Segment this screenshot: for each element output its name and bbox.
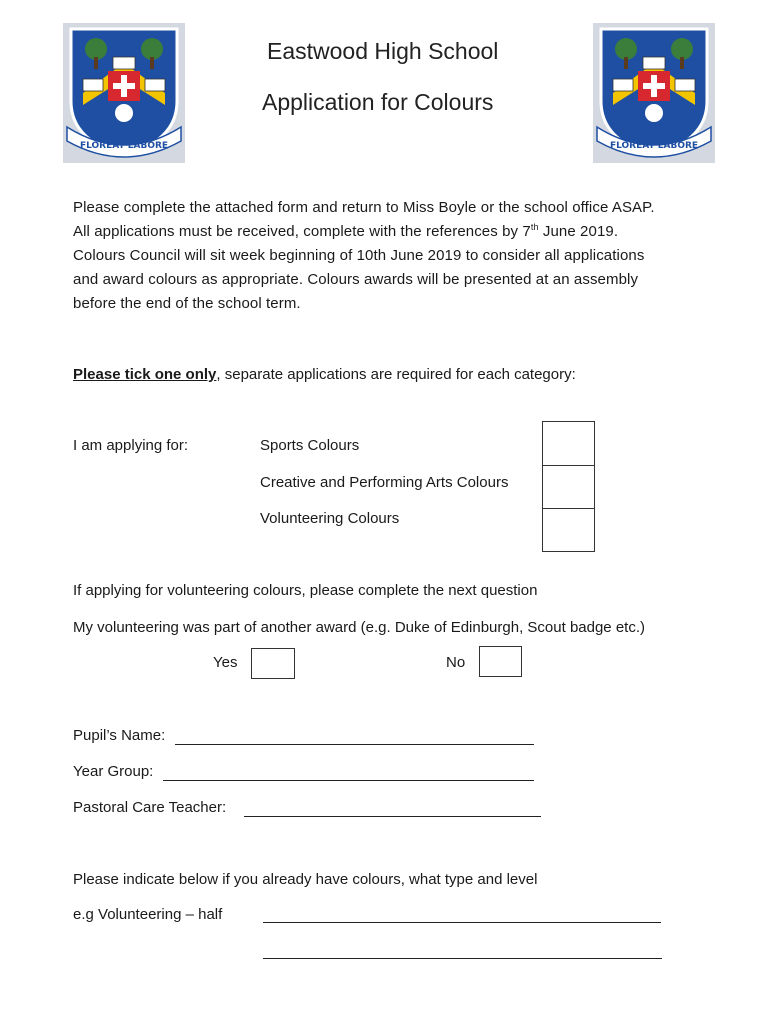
checkbox-yes[interactable] [251, 648, 295, 679]
tick-instruction-emphasis: Please tick one only [73, 366, 217, 383]
pastoral-teacher-field[interactable] [244, 816, 541, 817]
existing-colours-prompt: Please indicate below if you already have colours, what type and level [73, 871, 538, 888]
intro-paragraph [73, 196, 733, 316]
school-crest-right [593, 23, 715, 163]
no-label: No [446, 654, 466, 671]
pastoral-teacher-label: Pastoral Care Teacher: [73, 799, 227, 816]
intro-line-3: Colours Council will sit week beginning of 10th June 2019 to consider all applications [73, 247, 645, 264]
intro-line-5: before the end of the school term. [73, 295, 301, 312]
volunteering-intro: If applying for volunteering colours, please complete the next question [73, 582, 538, 599]
school-name: Eastwood High School [267, 38, 499, 64]
year-group-field[interactable] [163, 780, 534, 781]
pupil-name-label: Pupil’s Name: [73, 727, 166, 744]
option-creative-label: Creative and Performing Arts Colours [260, 474, 509, 491]
existing-colours-example: e.g Volunteering – half [73, 906, 223, 923]
intro-line-2: All applications must be received, complete with the references by 7th June 2019. [73, 222, 619, 240]
year-group-label: Year Group: [73, 763, 154, 780]
intro-line-4: and award colours as appropriate. Colours awards will be presented at an assembly [73, 271, 639, 288]
pupil-name-field[interactable] [175, 744, 534, 745]
intro-line-1: Please complete the attached form and return to Miss Boyle or the school office ASAP. [73, 199, 655, 216]
tick-instruction: Please tick one only, separate applications are required for each category: [73, 366, 576, 383]
option-sports-label: Sports Colours [260, 437, 360, 454]
applying-label: I am applying for: [73, 437, 189, 454]
existing-colours-field-2[interactable] [263, 958, 662, 959]
checkbox-sports[interactable] [542, 421, 595, 466]
existing-colours-field-1[interactable] [263, 922, 661, 923]
school-crest-left [63, 23, 185, 163]
yes-label: Yes [213, 654, 238, 671]
volunteering-question: My volunteering was part of another award (e.g. Duke of Edinburgh, Scout badge etc.) [73, 619, 645, 636]
checkbox-creative[interactable] [542, 465, 595, 509]
checkbox-volunteering[interactable] [542, 508, 595, 552]
checkbox-no[interactable] [479, 646, 522, 677]
crest-motto-left: FLOREAT LABORE [79, 141, 169, 151]
crest-motto-right: FLOREAT LABORE [609, 141, 699, 151]
option-volunteering-label: Volunteering Colours [260, 510, 400, 527]
form-title: Application for Colours [262, 89, 494, 115]
